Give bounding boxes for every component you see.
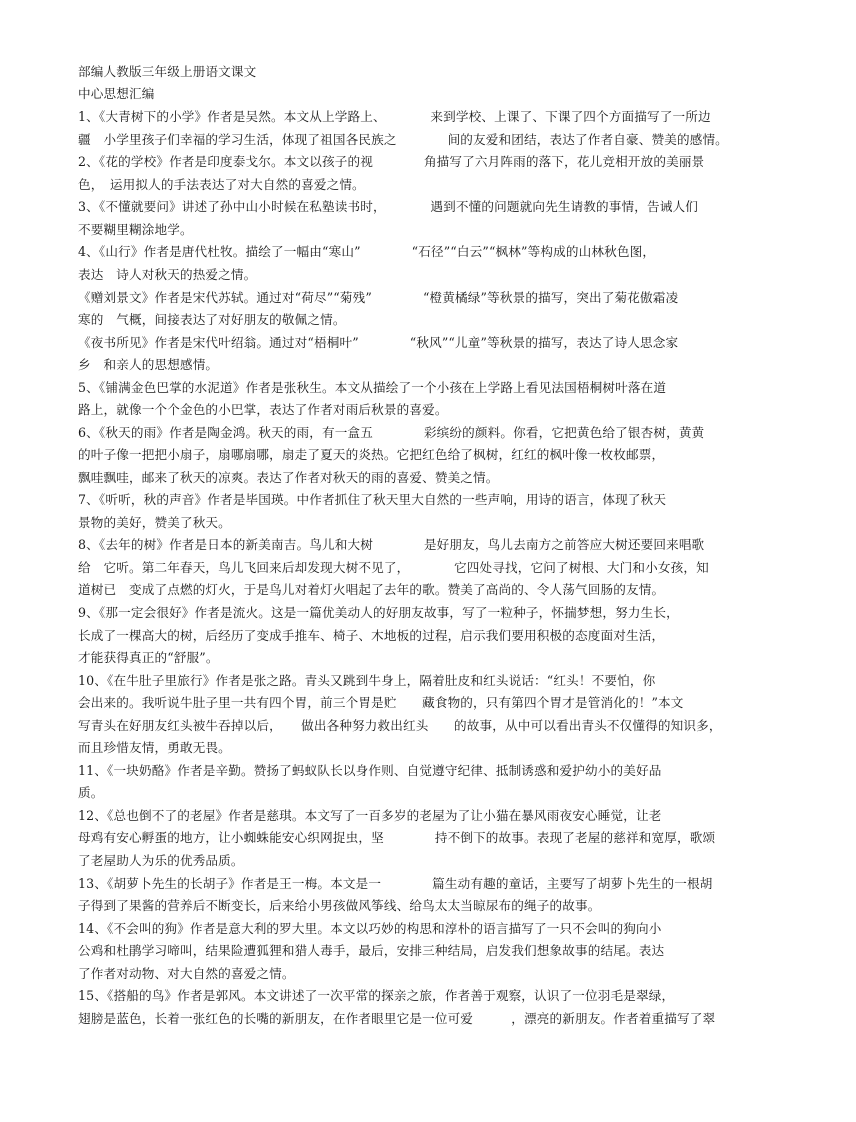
- text-line: 子得到了果酱的营养后不断变长，后来给小男孩做风筝线、给鸟太太当晾尿布的绳子的故事。: [78, 898, 601, 913]
- text-line: 《夜书所见》作者是宋代叶绍翁。通过对“梧桐叶” “秋风”“儿童”等秋景的描写，表达了诗人思念家: [78, 335, 679, 350]
- document-title: 部编人教版三年级上册语文课文: [78, 64, 257, 79]
- text-line: 《赠刘景文》作者是宋代苏轼。通过对“荷尽”“菊残” “橙黄橘绿”等秋景的描写，突出了菊花傲霜凌: [78, 290, 679, 305]
- text-line: 12、《总也倒不了的老屋》作者是慈琪。本文写了一百多岁的老屋为了让小猫在暴风雨夜安心睡觉，让老: [78, 808, 662, 823]
- text-line: 了老屋助人为乐的优秀品质。: [78, 853, 244, 868]
- text-line: 公鸡和杜鹃学习啼叫，结果险遭狐狸和猎人毒手，最后，安排三种结局，启发我们想象故事的结尾。表达: [78, 943, 665, 958]
- text-line: 11、《一块奶酪》作者是辛勤。赞扬了蚂蚁队长以身作则、自觉遵守纪律、抵制诱惑和爱护幼小的美好品: [78, 763, 662, 778]
- text-line: 乡 和亲人的思想感情。: [78, 357, 219, 372]
- text-line: 道树已 变成了点燃的灯火，于是鸟儿对着灯火唱起了去年的歌。赞美了高尚的、令人荡气回肠的友情。: [78, 582, 665, 597]
- text-line: 3、《不懂就要问》讲述了孙中山小时候在私塾读书时， 遇到不懂的问题就向先生请教的事情，告诫人们: [78, 199, 699, 214]
- text-line: 4、《山行》作者是唐代杜牧。描绘了一幅由“寒山” “石径”“白云”“枫林”等构成的山林秋色图，: [78, 244, 656, 259]
- text-line: 会出来的。我听说牛肚子里一共有四个胃，前三个胃是贮 藏食物的，只有第四个胃才是管消化的！”本文: [78, 695, 684, 710]
- text-line: 8、《去年的树》作者是日本的新美南吉。鸟儿和大树 是好朋友，鸟儿去南方之前答应大树还要回来唱歌: [78, 537, 705, 552]
- text-line: 寒的 气概，间接表达了对好朋友的敬佩之情。: [78, 312, 346, 327]
- text-line: 了作者对动物、对大自然的喜爱之情。: [78, 966, 295, 981]
- text-line: 路上，就像一个个金色的小巴掌，表达了作者对雨后秋景的喜爱。: [78, 402, 448, 417]
- text-line: 翅膀是蓝色，长着一张红色的长嘴的新朋友，在作者眼里它是一位可爱 ，漂亮的新朋友。作者着重描写了翠: [78, 1011, 716, 1026]
- text-line: 疆 小学里孩子们幸福的学习生活，体现了祖国各民族之 间的友爱和团结，表达了作者自豪、赞美的感情。: [78, 132, 728, 147]
- text-line: 表达 诗人对秋天的热爱之情。: [78, 267, 257, 282]
- text-line: 15、《搭船的鸟》作者是郭风。本文讲述了一次平常的探亲之旅，作者善于观察，认识了一位羽毛是翠绿，: [78, 988, 675, 1003]
- text-line: 5、《铺满金色巴掌的水泥道》作者是张秋生。本文从描绘了一个小孩在上学路上看见法国梧桐树叶落在道: [78, 380, 667, 395]
- text-line: 质。: [78, 785, 104, 800]
- document-subtitle: 中心思想汇编: [78, 86, 155, 101]
- text-line: 1、《大青树下的小学》作者是吴然。本文从上学路上、 来到学校、上课了、下课了四个方面描写了一所边: [78, 109, 711, 124]
- text-line: 不要糊里糊涂地学。: [78, 222, 193, 237]
- text-line: 母鸡有安心孵蛋的地方，让小蜘蛛能安心织网捉虫，坚 持不倒下的故事。表现了老屋的慈祥和宽厚，歌颂: [78, 830, 716, 845]
- text-line: 10、《在牛肚子里旅行》作者是张之路。青头又跳到牛身上，隔着肚皮和红头说话：“红头！不要怕，你: [78, 673, 656, 688]
- text-line: 景物的美好，赞美了秋天。: [78, 515, 231, 530]
- text-line: 7、《听听，秋的声音》作者是毕国瑛。中作者抓住了秋天里大自然的一些声响，用诗的语言，体现了秋天: [78, 492, 667, 507]
- text-line: 而且珍惜友情，勇敢无畏。: [78, 740, 231, 755]
- text-line: 色， 运用拟人的手法表达了对大自然的喜爱之情。: [78, 177, 365, 192]
- text-line: 给 它听。第二年春天，鸟儿飞回来后却发现大树不见了， 它四处寻找，它问了树根、大门和小女孩，知: [78, 560, 709, 575]
- text-line: 2、《花的学校》作者是印度泰戈尔。本文以孩子的视 角描写了六月阵雨的落下，花儿竞相开放的美丽景: [78, 154, 705, 169]
- text-line: 写青头在好朋友红头被牛吞掉以后， 做出各种努力救出红头 的故事，从中可以看出青头不仅懂得的知识多，: [78, 718, 722, 733]
- text-line: 14、《不会叫的狗》作者是意大利的罗大里。本文以巧妙的构思和淳朴的语言描写了一只不会叫的狗向小: [78, 921, 662, 936]
- text-line: 飘哇飘哇，邮来了秋天的凉爽。表达了作者对秋天的雨的喜爱、赞美之情。: [78, 470, 499, 485]
- text-line: 的叶子像一把把小扇子，扇哪扇哪，扇走了夏天的炎热。它把红色给了枫树，红红的枫叶像一枚枚邮票，: [78, 447, 665, 462]
- text-line: 长成了一棵高大的树，后经历了变成手推车、椅子、木地板的过程，启示我们要用积极的态度面对生活，: [78, 628, 665, 643]
- text-line: 6、《秋天的雨》作者是陶金鸿。秋天的雨，有一盒五 彩缤纷的颜料。你看，它把黄色给了银杏树，黄黄: [78, 425, 705, 440]
- text-line: 9、《那一定会很好》作者是流火。这是一篇优美动人的好朋友故事，写了一粒种子，怀揣梦想，努力生长，: [78, 605, 679, 620]
- text-line: 13、《胡萝卜先生的长胡子》作者是王一梅。本文是一 篇生动有趣的童话，主要写了胡萝卜先生的一根胡: [78, 876, 713, 891]
- text-line: 才能获得真正的“舒服”。: [78, 650, 219, 665]
